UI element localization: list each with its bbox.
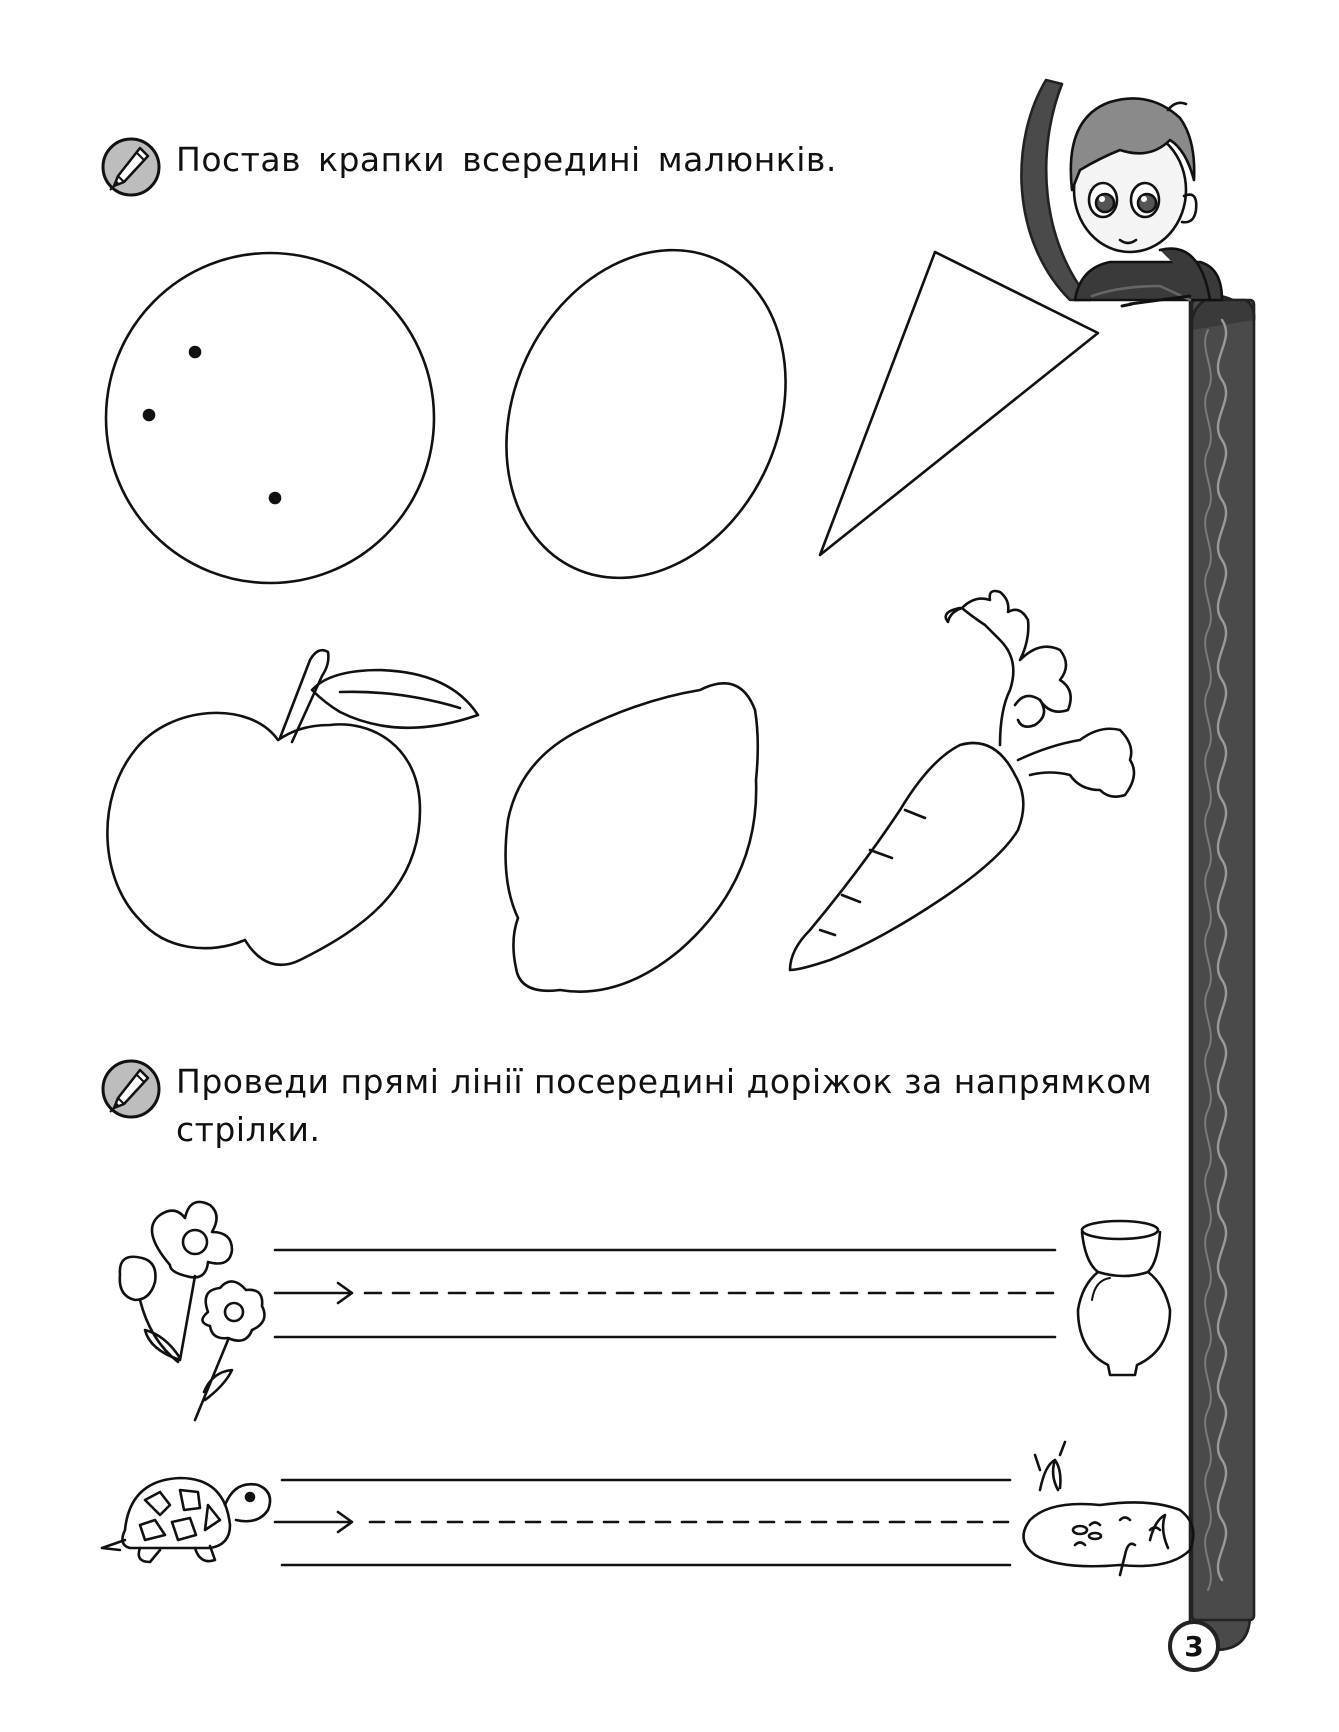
ribbon-decoration bbox=[1021, 80, 1254, 1650]
shape-circle bbox=[106, 253, 434, 583]
vase-drawing bbox=[1078, 1221, 1170, 1375]
task-1-instruction: Постав крапки всередині малюнків. bbox=[176, 140, 837, 179]
lemon-drawing bbox=[506, 683, 758, 991]
track-2 bbox=[275, 1480, 1010, 1565]
arrow-icon bbox=[275, 1512, 352, 1532]
track-1 bbox=[275, 1250, 1055, 1337]
arrow-icon bbox=[275, 1283, 352, 1303]
shape-triangle bbox=[820, 252, 1098, 555]
apple-drawing bbox=[107, 650, 478, 965]
shape-oval bbox=[455, 204, 838, 624]
boy-illustration bbox=[1071, 98, 1222, 306]
carrot-drawing bbox=[790, 591, 1134, 970]
flowers-drawing bbox=[120, 1202, 265, 1420]
pond-drawing bbox=[1024, 1442, 1194, 1575]
task-2-instruction: Проведи прямі лінії посередині доріжок за напрямком стрілки. bbox=[176, 1062, 1153, 1149]
turtle-drawing bbox=[102, 1478, 270, 1562]
page-number: 3 bbox=[1168, 1620, 1220, 1672]
